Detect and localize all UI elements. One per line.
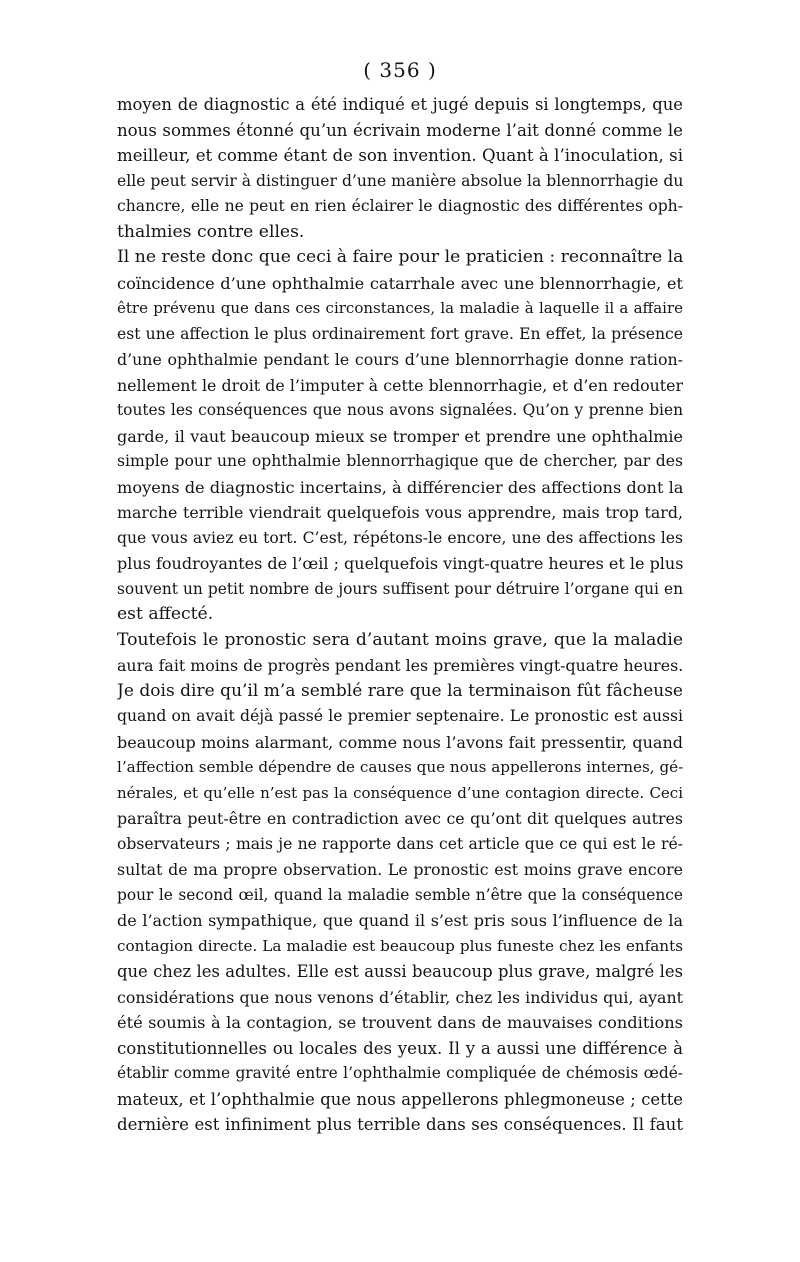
text-line: sultat de ma propre observation. Le pronostic est moins grave encore [117, 860, 683, 879]
text-line: garde, il vaut beaucoup mieux se tromper et prendre une ophthalmie [117, 426, 683, 446]
text-line: mateux, et l’ophthalmie que nous appellerons phlegmoneuse ; cette [117, 1089, 683, 1109]
text-line: contagion directe. La maladie est beaucoup plus funeste chez les enfants [117, 936, 683, 955]
text-line: aura fait moins de progrès pendant les premières vingt-quatre heures. [117, 656, 683, 675]
text-line: de l’action sympathique, que quand il s’est pris sous l’influence de la [117, 911, 683, 930]
text-line: quand on avait déjà passé le premier septenaire. Le pronostic est aussi [117, 707, 683, 725]
text-line: coïncidence d’une ophthalmie catarrhale avec une blennorrhagie, et [117, 273, 683, 293]
text-line: dernière est infiniment plus terrible dans ses conséquences. Il faut [117, 1115, 683, 1134]
text-line: d’une ophthalmie pendant le cours d’une blennorrhagie donne ration- [117, 350, 683, 369]
text-line: que chez les adultes. Elle est aussi beaucoup plus grave, malgré les [117, 962, 683, 981]
text-line: Toutefois le pronostic sera d’autant moins grave, que la maladie [117, 629, 683, 650]
text-line: elle peut servir à distinguer d’une manière absolue la blennorrhagie du [117, 171, 683, 190]
text-line: être prévenu que dans ces circonstances, la maladie à laquelle il a affaire [117, 299, 683, 317]
text-line: simple pour une ophthalmie blennorrhagique que de chercher, par des [117, 452, 683, 470]
text-line: est une affection le plus ordinairement fort grave. En effet, la présence [117, 324, 683, 343]
text-line: Je dois dire qu’il m’a semblé rare que la terminaison fût fâcheuse [117, 680, 683, 701]
page-number: ( 356 ) [363, 58, 437, 82]
text-line: marche terrible viendrait quelquefois vous apprendre, mais trop tard, [117, 503, 683, 522]
text-line: plus foudroyantes de l’œil ; quelquefois vingt-quatre heures et le plus [117, 554, 683, 573]
text-line: moyens de diagnostic incertains, à différencier des affections dont la [117, 477, 683, 497]
text-line: toutes les conséquences que nous avons signalées. Qu’on y prenne bien [117, 401, 683, 419]
text-line: paraîtra peut-être en contradiction avec ce qu’ont dit quelques autres [117, 809, 683, 828]
text-line: beaucoup moins alarmant, comme nous l’avons fait pressentir, quand [117, 732, 683, 752]
text-line: considérations que nous venons d’établir, chez les individus qui, ayant [117, 987, 683, 1007]
text-line: thalmies contre elles. [117, 221, 305, 242]
text-line: meilleur, et comme étant de son invention. Quant à l’inoculation, si [117, 146, 683, 165]
text-line: l’affection semble dépendre de causes que nous appellerons internes, gé- [117, 758, 683, 776]
body-text [117, 92, 683, 1138]
text-line: pour le second œil, quand la maladie semble n’être que la conséquence [117, 885, 683, 904]
text-line: souvent un petit nombre de jours suffisent pour détruire l’organe qui en [117, 579, 683, 598]
text-line: constitutionnelles ou locales des yeux. Il y a aussi une différence à [117, 1038, 683, 1058]
text-line: observateurs ; mais je ne rapporte dans cet article que ce qui est le ré- [117, 834, 683, 853]
text-line: été soumis à la contagion, se trouvent dans de mauvaises conditions [117, 1013, 683, 1032]
text-line: moyen de diagnostic a été indiqué et jugé depuis si longtemps, que [117, 95, 683, 114]
text-line: établir comme gravité entre l’ophthalmie compliquée de chémosis œdé- [117, 1064, 683, 1082]
text-line: chancre, elle ne peut en rien éclairer le diagnostic des différentes oph- [117, 197, 683, 215]
text-line: est affecté. [117, 604, 214, 624]
text-line: nérales, et qu’elle n’est pas la conséquence d’une contagion directe. Ceci [117, 783, 683, 802]
text-line: que vous aviez eu tort. C’est, répétons-le encore, une des affections les [117, 528, 683, 547]
text-line: nous sommes étonné qu’un écrivain moderne l’ait donné comme le [117, 120, 683, 140]
text-line: Il ne reste donc que ceci à faire pour le praticien : reconnaître la [117, 247, 683, 267]
text-line: nellement le droit de l’imputer à cette blennorrhagie, et d’en redouter [117, 375, 683, 395]
